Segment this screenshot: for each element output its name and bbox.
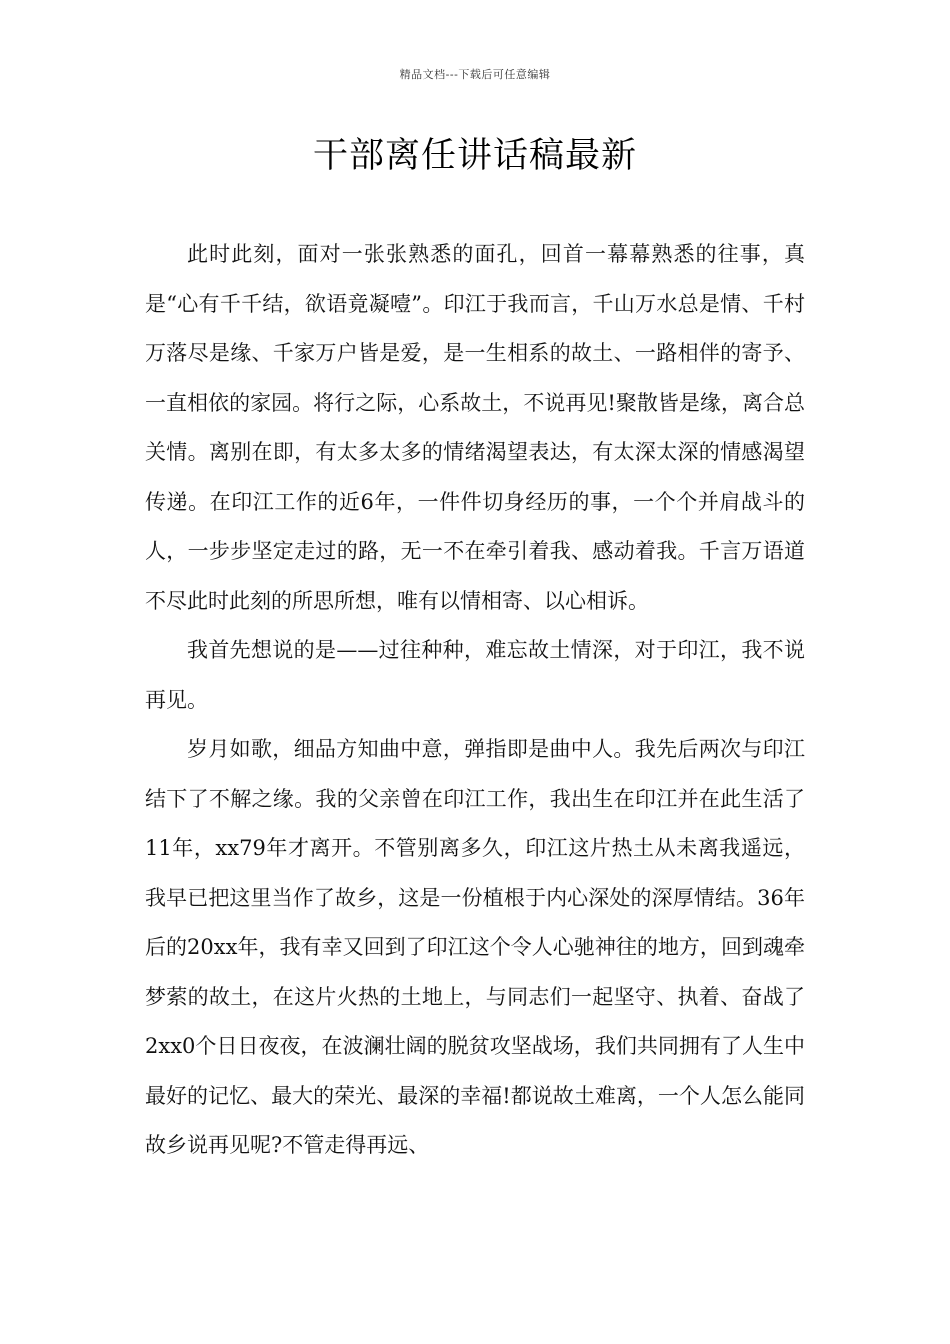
document-body xyxy=(145,230,805,1171)
document-title: 干部离任讲话稿最新 xyxy=(312,136,637,176)
paragraph-3: 岁月如歌，细品方知曲中意，弹指即是曲中人。我先后两次与印江结下了不解之缘。我的父亲曾在印江工作，我出生在印江并在此生活了11年，xx79年才离开。不管别离多久，印江这片热土从未离我遥远，我早已把这里当作了故乡，这是一份植根于内心深处的深厚情结。36年后的20xx年，我有幸又回到了印江这个令人心驰神往的地方，回到魂牵梦萦的故土，在这片火热的土地上，与同志们一起坚守、执着、奋战了2xx0个日日夜夜，在波澜壮阔的脱贫攻坚战场，我们共同拥有了人生中最好的记忆、最大的荣光、最深的幸福!都说故土难离，一个人怎么能同故乡说再见呢?不管走得再远、 xyxy=(145,737,805,1157)
paragraph-2: 我首先想说的是——过往种种，难忘故土情深，对于印江，我不说再见。 xyxy=(145,638,805,712)
header-note: 精品文档---下载后可任意编辑 xyxy=(399,68,551,81)
paragraph-1: 此时此刻，面对一张张熟悉的面孔，回首一幕幕熟悉的往事，真是“心有千千结，欲语竟凝噎”。印江于我而言，千山万水总是情、千村万落尽是缘、千家万户皆是爱，是一生相系的故土、一路相伴的寄予、一直相依的家园。将行之际，心系故土，不说再见!聚散皆是缘，离合总关情。离别在即，有太多太多的情绪渴望表达，有太深太深的情感渴望传递。在印江工作的近6年，一件件切身经历的事，一个个并肩战斗的人，一步步坚定走过的路，无一不在牵引着我、感动着我。千言万语道不尽此时此刻的所思所想，唯有以情相寄、以心相诉。 xyxy=(145,242,805,613)
